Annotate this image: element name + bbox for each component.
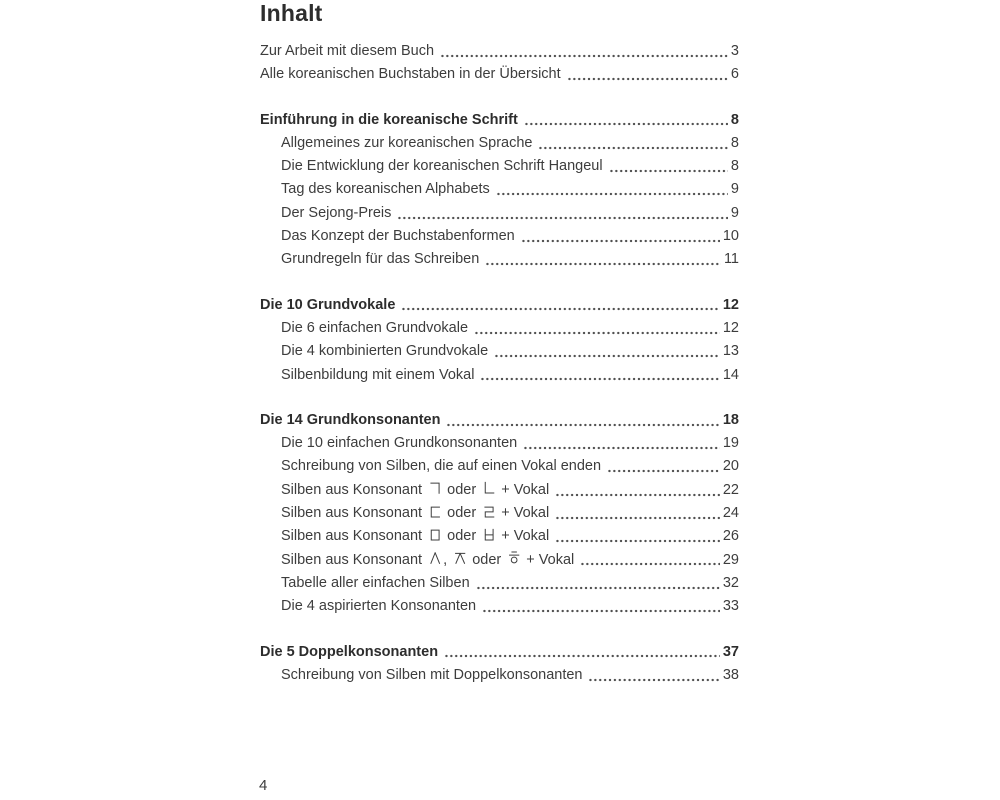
dot-leader [555,516,720,520]
dot-leader [485,262,721,266]
toc-entry-label: Die 6 einfachen Grundvokale [281,319,469,336]
toc-entry-label: Die 4 kombinierten Grundvokale [281,343,489,360]
dot-leader [555,539,720,543]
toc-section-header-label: Die 5 Doppelkonsonanten [260,643,439,660]
toc-entry-page-number: 11 [723,251,739,268]
toc-entry-row [260,432,739,455]
toc-entry-label: Der Sejong-Preis [281,204,392,221]
hangul-jamo-icon [428,550,442,565]
dot-leader [474,331,720,335]
toc-entry-row [260,502,739,525]
toc-entry-page-number: 12 [722,319,739,336]
toc-entry-label: Silben aus Konsonant oder + Vokal [281,528,550,545]
dot-leader [397,216,728,220]
toc-entry-page-number: 24 [722,505,739,522]
toc-section-header-row [260,109,739,132]
toc-entry-row [260,549,739,572]
dot-leader [401,307,719,311]
toc-section-header-label: Einführung in die koreanische Schrift [260,111,518,128]
dot-leader [494,354,720,358]
toc-entry-row [260,317,739,340]
toc-entry-page-number: 32 [722,574,739,591]
dot-leader [444,654,720,658]
dot-leader [524,122,728,126]
toc-entry-page-number: 9 [730,204,739,221]
toc-entry-page-number: 29 [722,551,739,568]
dot-leader [567,77,728,81]
toc-section-header-row [260,409,739,432]
hangul-jamo-icon [482,480,496,495]
toc-entry-page-number: 33 [722,598,739,615]
toc-section-header-page-number: 12 [722,296,739,313]
toc-entry-page-number: 20 [722,458,739,475]
hangul-jamo-icon [453,550,467,565]
dot-leader [480,377,719,381]
toc-entry-page-number: 26 [722,528,739,545]
toc-section [260,294,739,387]
footer-page-number: 4 [259,777,268,794]
toc-entry-row [260,664,739,687]
dot-leader [588,678,719,682]
toc-section-header-label: Die 10 Grundvokale [260,296,396,313]
toc-entry-page-number: 10 [722,228,739,245]
toc-entry-page-number: 38 [722,666,739,683]
toc-entry-page-number: 19 [722,435,739,452]
dot-leader [609,169,728,173]
toc-entry-label: Allgemeines zur koreanischen Sprache [281,134,533,151]
dot-leader [482,609,720,613]
toc-entry-label: Tabelle aller einfachen Silben [281,574,470,591]
hangul-jamo-icon [482,504,496,519]
dot-leader [521,239,720,243]
toc-content-column [260,0,739,687]
toc-entry-row [260,40,739,63]
dot-leader [476,586,720,590]
toc-entry-page-number: 14 [722,366,739,383]
toc-entry-label: Silben aus Konsonant , oder + Vokal [281,551,575,568]
toc-section-header-page-number: 37 [722,643,739,660]
dot-leader [523,446,720,450]
toc-section-header-row [260,641,739,664]
toc-section [260,409,739,619]
toc-entry-page-number: 3 [730,43,739,59]
toc-entry-label: Silben aus Konsonant oder + Vokal [281,481,550,498]
toc-entry-label: Tag des koreanischen Alphabets [281,181,490,198]
toc-entry-row [260,202,739,225]
hangul-jamo-icon [482,527,496,542]
toc-section-header-row [260,294,739,317]
toc-entry-label: Das Konzept der Buchstabenformen [281,228,515,245]
toc-entry-page-number: 8 [730,158,739,175]
toc-entry-page-number: 6 [730,66,739,83]
toc-entry-page-number: 13 [722,343,739,360]
toc-entry-row [260,248,739,271]
toc-entry-label: Die 4 aspirierten Konsonanten [281,598,477,615]
dot-leader [496,192,728,196]
dot-leader [555,493,720,497]
toc-entry-row [260,455,739,478]
toc-section [260,109,739,272]
toc-section-header-page-number: 8 [730,111,739,128]
page-title: Inhalt [260,0,323,26]
toc-entry-label: Die 10 einfachen Grundkonsonanten [281,435,518,452]
toc-entry-label: Schreibung von Silben, die auf einen Vokal enden [281,458,602,475]
toc-entry-label: Silbenbildung mit einem Vokal [281,366,475,383]
toc-entry-row [260,63,739,86]
toc-entry-row [260,572,739,595]
toc-entry-label: Schreibung von Silben mit Doppelkonsonanten [281,666,583,683]
toc-entry-page-number: 9 [730,181,739,198]
toc-entry-row [260,225,739,248]
dot-leader [446,423,719,427]
toc-section [260,641,739,688]
toc-entry-label: Grundregeln für das Schreiben [281,251,480,268]
toc-entry-label: Die Entwicklung der koreanischen Schrift Hangeul [281,158,603,175]
toc-entry-row [260,595,739,618]
toc-entry-page-number: 22 [722,481,739,498]
toc-entry-label: Silben aus Konsonant oder + Vokal [281,505,550,522]
hangul-jamo-icon [428,504,442,519]
dot-leader [440,54,728,58]
toc-entry-row [260,340,739,363]
toc-entry-label: Alle koreanischen Buchstaben in der Übersicht [260,66,561,83]
hangul-jamo-icon [507,550,521,565]
table-of-contents [260,40,739,687]
toc-section-header-label: Die 14 Grundkonsonanten [260,411,441,428]
toc-entry-row [260,178,739,201]
toc-entry-page-number: 8 [730,134,739,151]
hangul-jamo-icon [428,480,442,495]
toc-entry-label: Zur Arbeit mit diesem Buch [260,43,435,59]
dot-leader [607,469,720,473]
hangul-jamo-icon [428,527,442,542]
dot-leader [580,562,720,566]
toc-entry-row [260,479,739,502]
toc-section-header-page-number: 18 [722,411,739,428]
toc-entry-row [260,132,739,155]
toc-entry-row [260,525,739,548]
toc-entry-row [260,364,739,387]
dot-leader [538,146,727,150]
toc-entry-row [260,155,739,178]
